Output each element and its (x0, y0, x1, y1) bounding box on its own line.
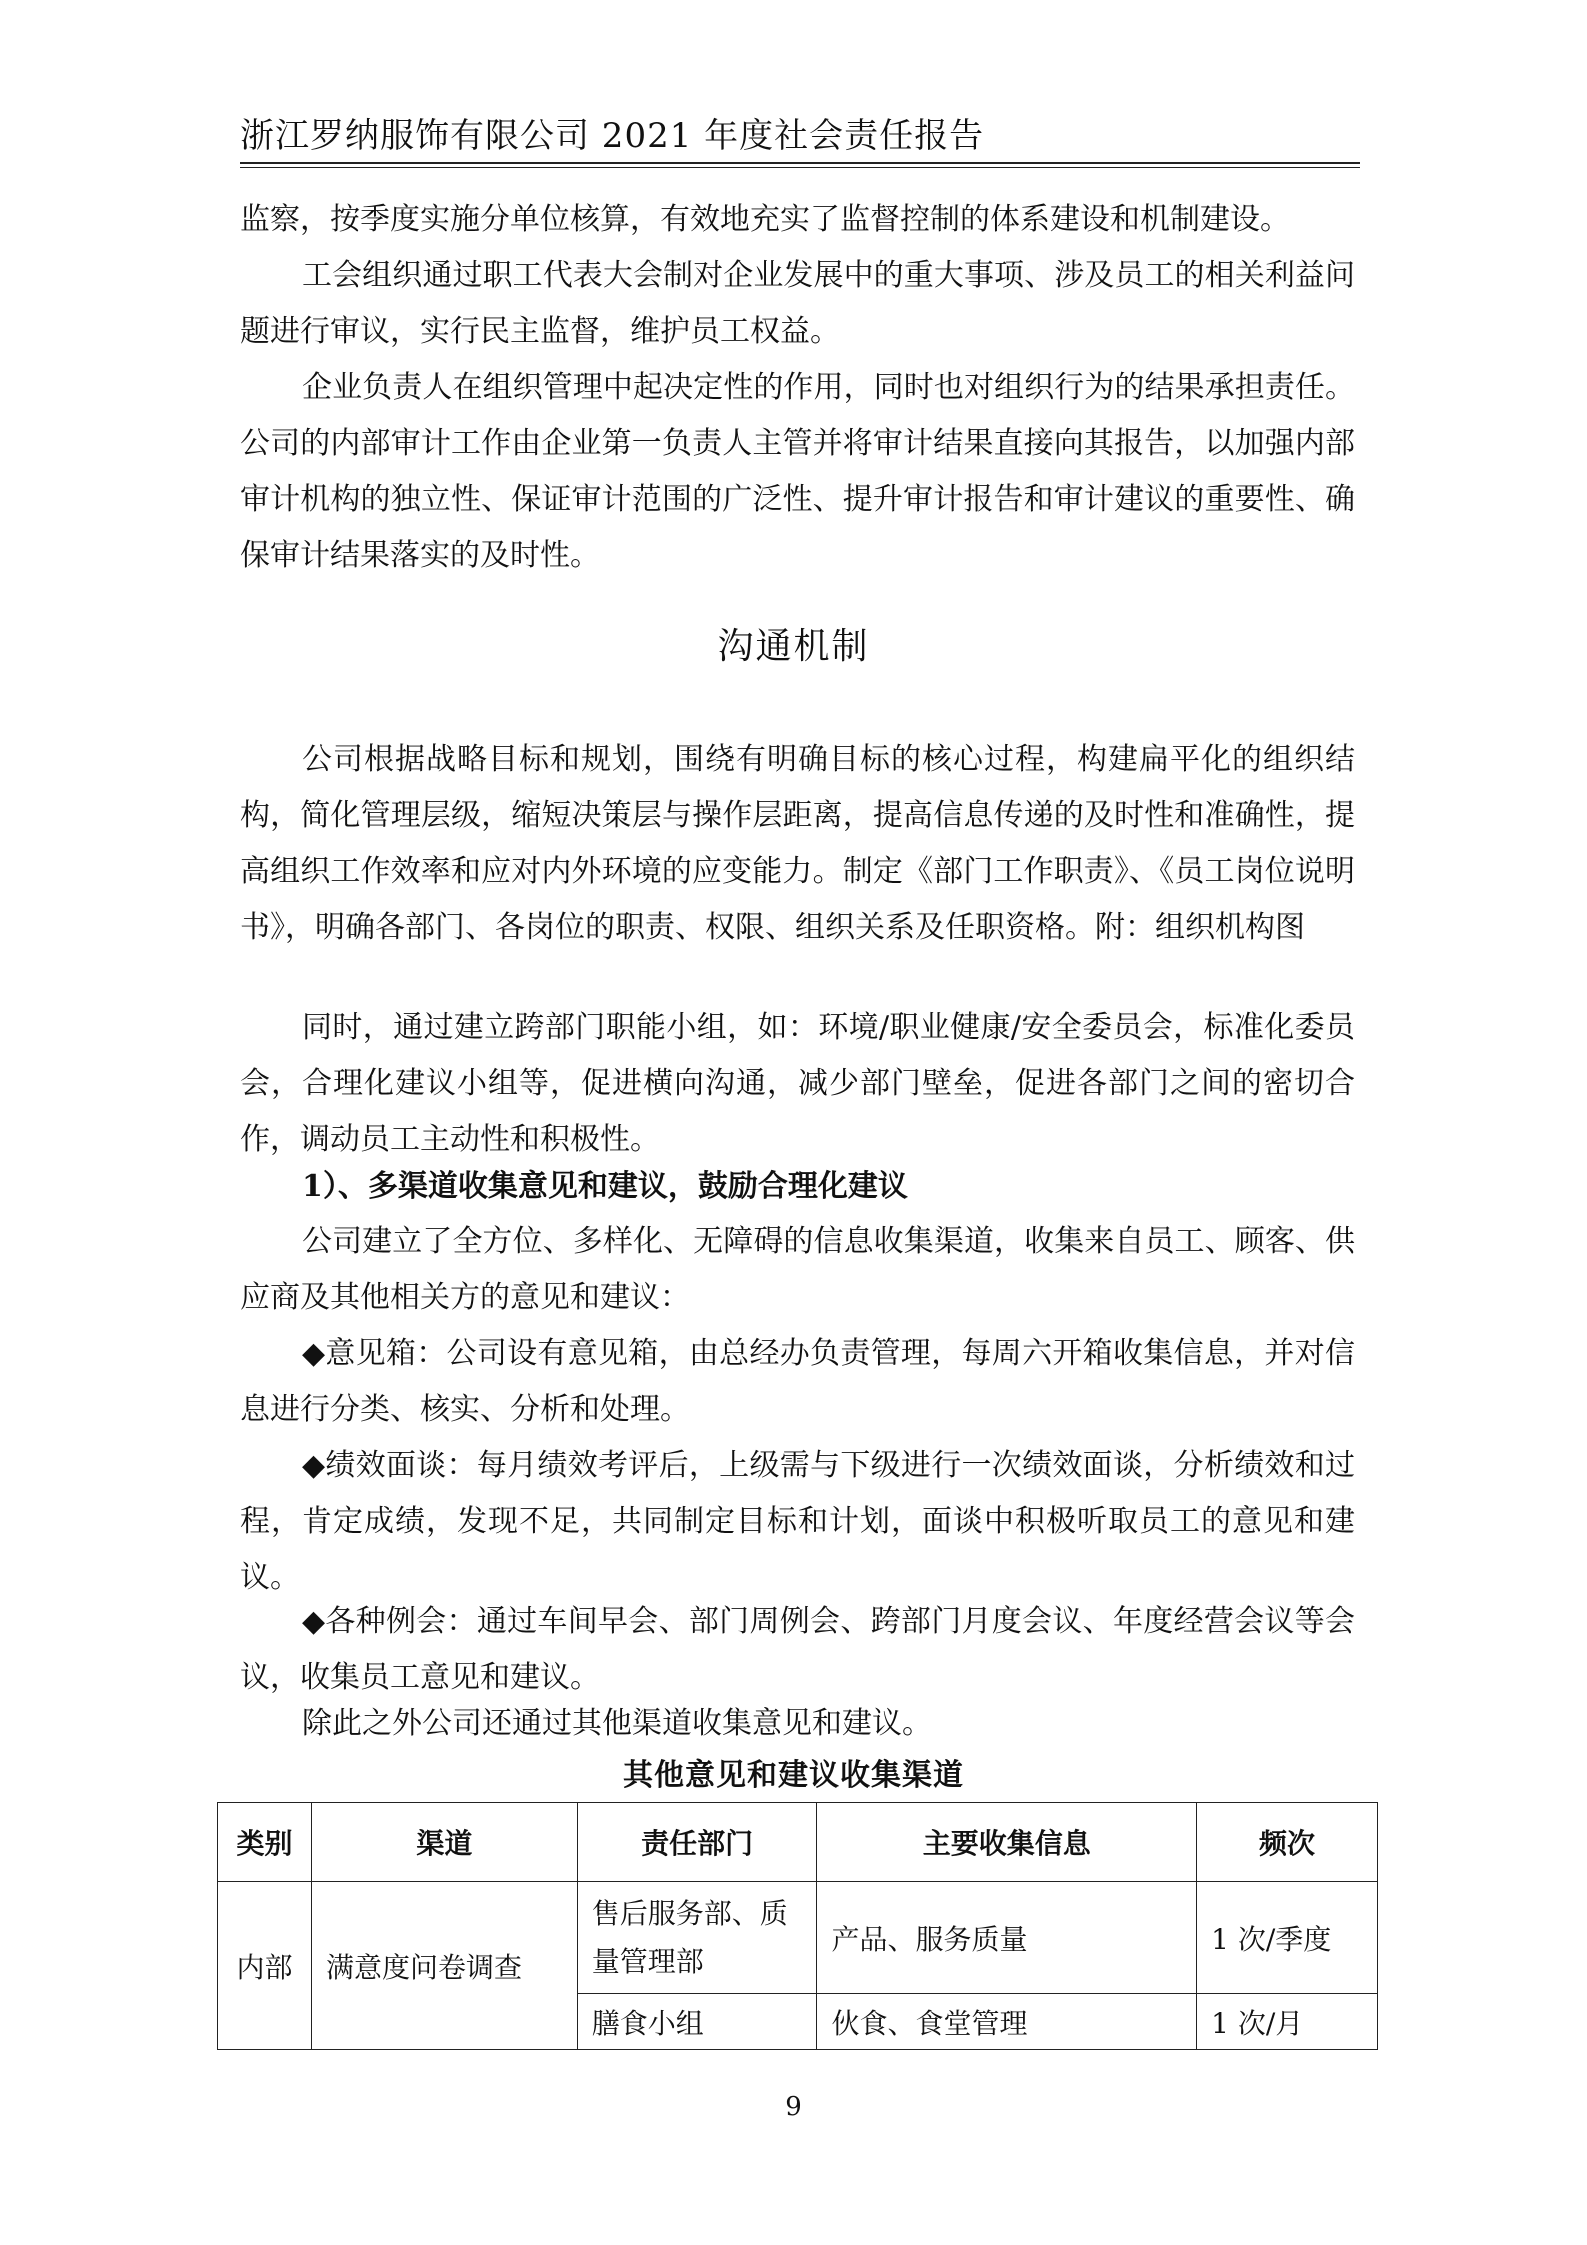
section-title: 沟通机制 (717, 626, 870, 667)
paragraph-meetings: ◆各种例会：通过车间早会、部门周例会、跨部门月度会议、年度经营会议等会议，收集员工意见和建议。 (240, 1604, 1355, 1695)
header-info: 主要收集信息 (817, 1803, 1197, 1882)
table-title: 其他意见和建议收集渠道 (623, 1758, 964, 1793)
header-channel: 渠道 (311, 1803, 577, 1882)
paragraph-supervision: 监察，按季度实施分单位核算，有效地充实了监督控制的体系建设和机制建设。 (240, 202, 1290, 237)
cell-category: 内部 (218, 1882, 312, 2050)
cell-frequency: 1 次/季度 (1197, 1882, 1378, 1994)
cell-channel: 满意度问卷调查 (311, 1882, 577, 2050)
header-department: 责任部门 (577, 1803, 817, 1882)
paragraph-audit: 企业负责人在组织管理中起决定性的作用，同时也对组织行为的结果承担责任。公司的内部审计工作由企业第一负责人主管并将审计结果直接向其报告，以加强内部审计机构的独立性、保证审计范围的广泛性、提升审计报告和审计建议的重要性、确保审计结果落实的及时性。 (240, 370, 1355, 573)
subsection-heading: 1）、多渠道收集意见和建议，鼓励合理化建议 (302, 1169, 908, 1204)
header-frequency: 频次 (1197, 1803, 1378, 1882)
paragraph-union: 工会组织通过职工代表大会制对企业发展中的重大事项、涉及员工的相关利益问题进行审议，实行民主监督，维护员工权益。 (240, 258, 1355, 349)
table-header-row (218, 1803, 1378, 1882)
cell-frequency: 1 次/月 (1197, 1994, 1378, 2050)
paragraph-structure: 公司根据战略目标和规划，围绕有明确目标的核心过程，构建扁平化的组织结构，简化管理层级，缩短决策层与操作层距离，提高信息传递的及时性和准确性，提高组织工作效率和应对内外环境的应变能力。制定《部门工作职责》、《员工岗位说明书》，明确各部门、各岗位的职责、权限、组织关系及任职资格。附：组织机构图 (240, 742, 1355, 945)
cell-department: 售后服务部、质量管理部 (577, 1882, 817, 1994)
cell-department: 膳食小组 (577, 1994, 817, 2050)
channels-table (217, 1802, 1378, 2050)
paragraph-performance-talk: ◆绩效面谈：每月绩效考评后，上级需与下级进行一次绩效面谈，分析绩效和过程，肯定成绩，发现不足，共同制定目标和计划，面谈中积极听取员工的意见和建议。 (240, 1448, 1355, 1595)
paragraph-suggestion-box: ◆意见箱：公司设有意见箱，由总经办负责管理，每周六开箱收集信息，并对信息进行分类、核实、分析和处理。 (240, 1336, 1355, 1427)
header-rule-thin (240, 167, 1360, 168)
header-category: 类别 (218, 1803, 312, 1882)
header-rule (240, 162, 1360, 164)
table-row (218, 1882, 1378, 1994)
paragraph-other-channels: 除此之外公司还通过其他渠道收集意见和建议。 (302, 1706, 932, 1741)
cell-info: 伙食、食堂管理 (817, 1994, 1197, 2050)
paragraph-cross-dept: 同时，通过建立跨部门职能小组，如：环境/职业健康/安全委员会，标准化委员会，合理化建议小组等，促进横向沟通，减少部门壁垒，促进各部门之间的密切合作，调动员工主动性和积极性。 (240, 1010, 1355, 1157)
cell-info: 产品、服务质量 (817, 1882, 1197, 1994)
paragraph-channels: 公司建立了全方位、多样化、无障碍的信息收集渠道，收集来自员工、顾客、供应商及其他相关方的意见和建议： (240, 1224, 1355, 1315)
page-number: 9 (785, 2092, 802, 2122)
report-header: 浙江罗纳服饰有限公司 2021 年度社会责任报告 (240, 116, 985, 156)
